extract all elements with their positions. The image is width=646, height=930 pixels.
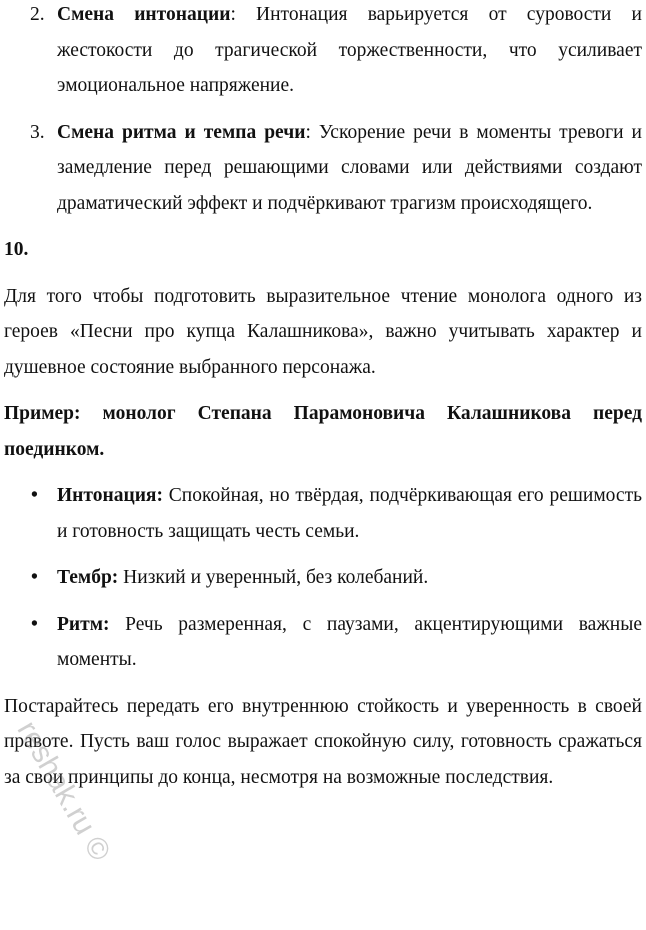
bullet-title: Ритм:	[57, 613, 110, 635]
watermark: reshak.ru ©	[10, 715, 117, 867]
conclusion-paragraph: Постарайтесь передать его внутреннюю стойкость и уверенность в своей правоте. Пусть ваш голос выражает спокойную силу, готовность сражаться за свои принципы до конца, несмотря на возможные последствия.	[4, 695, 642, 788]
item-text: : Интонация варьируется от суровости и жестокости до трагической торжественности, что усиливает эмоциональное напряжение.	[57, 4, 642, 96]
bullet-text: Низкий и уверенный, без колебаний.	[118, 567, 429, 588]
bullet-text: Спокойная, но твёрдая, подчёркивающая его решимость и готовность защищать честь семьи.	[57, 485, 642, 542]
numbered-item	[4, 0, 642, 104]
item-text: : Ускорение речи в моменты тревоги и замедление перед решающими словами или действиями создают драматический эффект и подчёркивают трагизм происходящего.	[57, 121, 642, 214]
item-title: Смена ритма и темпа речи	[57, 121, 306, 143]
bullet-title: Интонация:	[57, 485, 163, 506]
bullet-text: Речь размеренная, с паузами, акцентирующими важные моменты.	[57, 613, 642, 670]
example-heading: Пример: монолог Степана Парамоновича Калашникова перед поединком.	[4, 403, 642, 460]
bullet-item	[4, 478, 642, 549]
section-number: 10.	[4, 239, 29, 260]
item-number: 3.	[30, 121, 45, 143]
bullet-icon: •	[31, 613, 38, 635]
item-title: Смена интонации	[57, 4, 231, 25]
numbered-item	[4, 115, 642, 222]
intro-paragraph: Для того чтобы подготовить выразительное чтение монолога одного из героев «Песни про купца Калашникова», важно учитывать характер и душевное состояние выбранного персонажа.	[4, 285, 642, 378]
item-number: 2.	[30, 4, 45, 25]
bullet-item	[4, 560, 642, 596]
document-page	[4, 0, 642, 806]
bullet-title: Тембр:	[57, 567, 119, 588]
bullet-item	[4, 607, 642, 678]
bullet-icon: •	[31, 485, 38, 506]
bullet-icon: •	[31, 567, 38, 588]
